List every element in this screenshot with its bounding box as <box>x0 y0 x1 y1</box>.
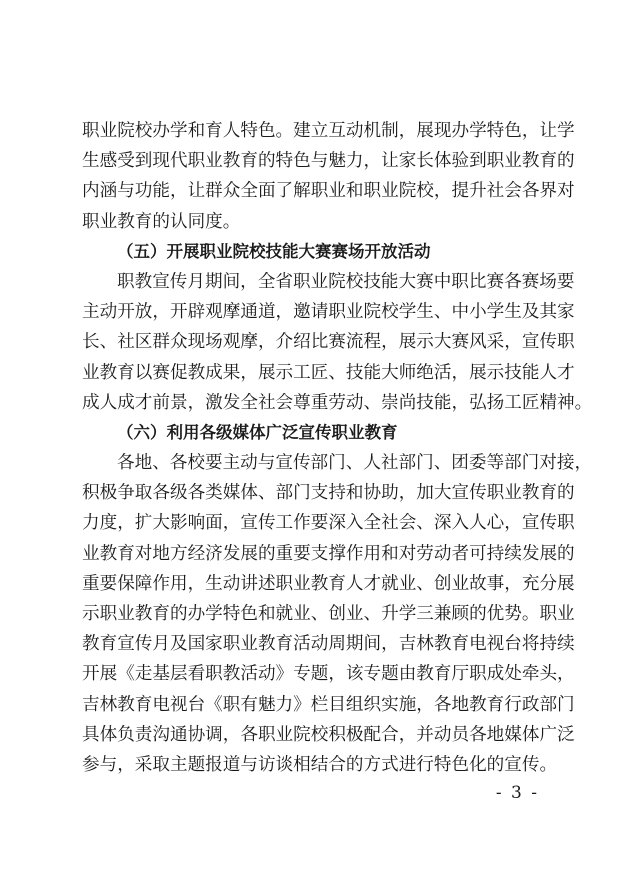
text-line: 示职业教育的办学特色和就业、创业、升学三兼顾的优势。职业 <box>82 604 575 624</box>
paragraph <box>82 267 593 418</box>
text-line: 成人成才前景，激发全社会尊重劳动、崇尚技能，弘扬工匠精神。 <box>82 392 593 413</box>
text-line: 教育宣传月及国家职业教育活动周期间，吉林教育电视台将持续 <box>82 634 575 655</box>
text-line: 开展《走基层看职教活动》专题，该专题由教育厅职成处牵头， <box>82 664 575 685</box>
section-heading: （五）开展职业院校技能大赛赛场开放活动 <box>117 241 431 261</box>
text-line: 业教育以赛促教成果，展示工匠、技能大师绝活，展示技能人才 <box>82 362 575 383</box>
text-line: 参与，采取主题报道与访谈相结合的方式进行特色化的宣传。 <box>82 754 558 775</box>
text-line: 职业教育的认同度。 <box>82 211 241 232</box>
text-line: 具体负责沟通协调，各职业院校积极配合，并动员各地媒体广泛 <box>82 724 575 745</box>
text-line: 积极争取各级各类媒体、部门支持和协助，加大宣传职业教育的 <box>82 483 575 504</box>
text-line: 内涵与功能，让群众全面了解职业和职业院校，提升社会各界对 <box>82 181 575 202</box>
document-body <box>82 116 593 780</box>
text-line: 吉林教育电视台《职有魅力》栏目组织实施，各地教育行政部门 <box>82 694 575 715</box>
text-line: 业教育对地方经济发展的重要支撑作用和对劳动者可持续发展的 <box>82 543 575 564</box>
text-line: 主动开放，开辟观摩通道，邀请职业院校学生、中小学生及其家 <box>82 302 575 323</box>
text-line: 重要保障作用，生动讲述职业教育人才就业、创业故事，充分展 <box>82 573 575 594</box>
text-line: 各地、各校要主动与宣传部门、人社部门、团委等部门对接， <box>117 453 593 474</box>
text-line: 职业院校办学和育人特色。建立互动机制，展现办学特色，让学 <box>82 121 575 141</box>
text-line: 长、社区群众现场观摩，介绍比赛流程，展示大赛风采，宣传职 <box>82 332 575 353</box>
text-line: 职教宣传月期间，全省职业院校技能大赛中职比赛各赛场要 <box>117 271 575 292</box>
text-line: 生感受到现代职业教育的特色与魅力，让家长体验到职业教育的 <box>82 151 575 172</box>
paragraph <box>82 116 575 237</box>
text-line: 力度，扩大影响面，宣传工作要深入全社会、深入人心，宣传职 <box>82 513 575 534</box>
paragraph <box>82 448 593 780</box>
page-number: - 3 - <box>495 783 539 803</box>
section-heading: （六）利用各级媒体广泛宣传职业教育 <box>117 422 398 442</box>
